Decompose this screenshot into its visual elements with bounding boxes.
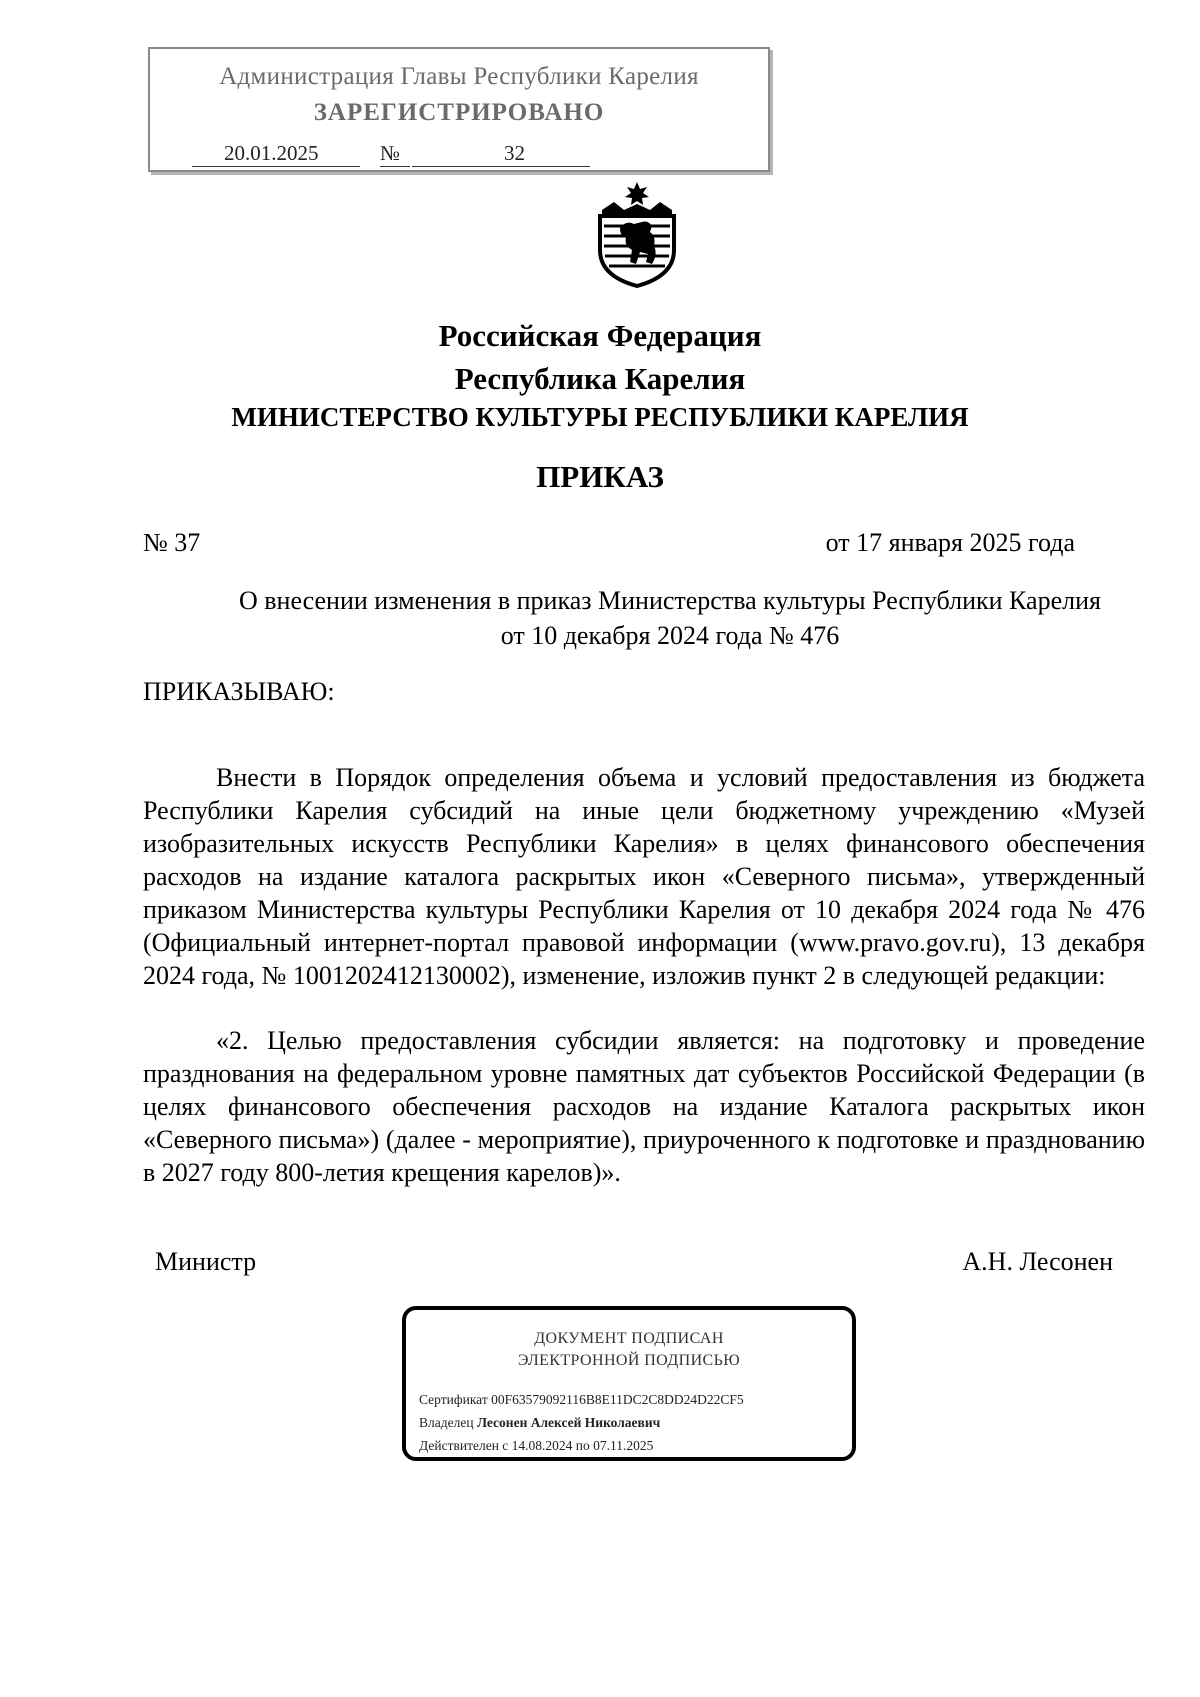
stamp-date: 20.01.2025 [192,141,360,167]
esign-owner-label: Владелец [419,1415,474,1430]
order-subject [190,583,1150,653]
esign-owner: Лесонен Алексей Николаевич [476,1415,661,1430]
document-type: ПРИКАЗ [536,459,664,494]
order-date: от 17 января 2025 года [825,528,1075,557]
stamp-number-label: № [380,141,410,167]
esign-certificate: 00F63579092116B8E11DC2C8DD24D22CF5 [491,1392,744,1407]
order-number: № 37 [143,528,201,557]
registration-stamp [148,47,770,172]
esign-certificate-row [419,1392,744,1408]
signatory-name: А.Н. Лесонен [962,1247,1113,1276]
header-republic: Республика Карелия [454,361,746,396]
signatory-title: Министр [155,1247,257,1276]
esign-valid-label: Действителен с [419,1438,509,1453]
esign-valid-from: 14.08.2024 [511,1438,573,1453]
esign-owner-row [419,1415,660,1431]
esign-heading-1: ДОКУМЕНТ ПОДПИСАН [534,1330,724,1347]
esign-valid-to: 07.11.2025 [593,1438,654,1453]
stamp-status: ЗАРЕГИСТРИРОВАНО [313,99,605,126]
esign-valid-to-label: по [575,1438,590,1453]
stamp-number: 32 [412,141,590,167]
esign-validity-row [419,1438,653,1454]
stamp-organization: Администрация Главы Республики Карелия [219,63,699,90]
esign-heading-2: ЭЛЕКТРОННОЙ ПОДПИСЬЮ [517,1352,741,1369]
electronic-signature-stamp [402,1306,856,1461]
subject-line-1: О внесении изменения в приказ Министерства культуры Республики Карелия [239,586,1101,615]
subject-line-2: от 10 декабря 2024 года № 476 [500,621,840,650]
karelia-coat-of-arms-icon [592,180,682,288]
header-federation: Российская Федерация [438,318,762,353]
body-paragraph-2: «2. Целью предоставления субсидии является: на подготовку и проведение празднования на федеральном уровне памятных дат субъектов Российской Федерации (в целях финансового обеспечения расходов на издание Каталога раскрытых икон «Северного письма») (далее - мероприятие), приуроченного к подготовке и празднованию в 2027 году 800-летия крещения карелов)». [143,1026,1145,1187]
header-ministry: МИНИСТЕРСТВО КУЛЬТУРЫ РЕСПУБЛИКИ КАРЕЛИЯ [231,402,969,432]
body-paragraph-1: Внести в Порядок определения объема и условий предоставления из бюджета Республики Карелия субсидий на иные цели бюджетному учреждению «Музей изобразительных искусств Республики Карелия» в целях финансового обеспечения расходов на издание каталога раскрытых икон «Северного письма», утвержденный приказом Министерства культуры Республики Карелия от 10 декабря 2024 года № 476 (Официальный интернет-портал правовой информации (www.pravo.gov.ru), 13 декабря 2024 года, № 1001202412130002), изменение, изложив пункт 2 в следующей редакции: [143,763,1145,990]
decree-heading: ПРИКАЗЫВАЮ: [143,677,335,706]
esign-certificate-label: Сертификат [419,1392,488,1407]
